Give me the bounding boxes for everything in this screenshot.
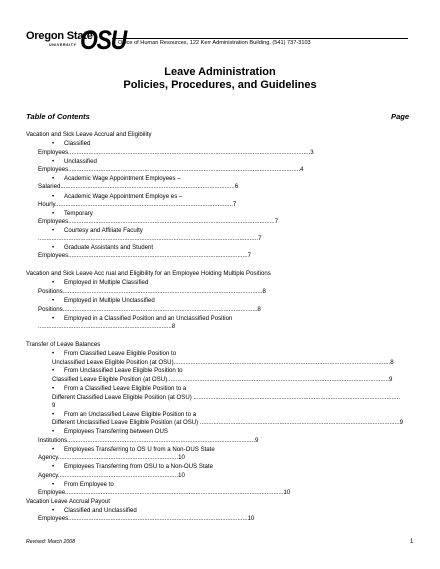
toc-entry-page: ..................................................................................................................................7 — [38, 235, 262, 242]
logo-university: UNIVERSITY — [49, 43, 77, 47]
toc-entry: • Employed in Multiple Unclassified — [64, 297, 155, 304]
toc-entry-page: 9 — [52, 402, 56, 409]
toc-entry-page: Employees..........................................................................................................10 — [38, 515, 255, 522]
toc-entry: • Academic Wage Appointment Employees – — [64, 175, 181, 182]
header-address: Office of Human Resources, 122 Kerr Administration Building, (541) 737-3103 — [118, 40, 311, 46]
revised-date: Revised: March 2008 — [26, 539, 76, 545]
toc-entry-page: ...............................................................................8 — [38, 323, 176, 330]
toc-entry-page: Agency.......................................................................10 — [38, 454, 185, 461]
toc-entry-page: Unclassified Leave Eligible Position (at OSU)................................................................................................................................8 — [52, 359, 394, 366]
toc-entry: • Employed in Multiple Classified — [64, 279, 148, 286]
toc-entry-page: Different Classified Leave Eligible Position (at OSU) .......................................................................................................................... — [52, 394, 401, 401]
toc-entry: • Classified — [64, 140, 90, 147]
toc-entry-page: Salaried.......................................................................................................6 — [38, 183, 239, 190]
logo-osu: OSU — [80, 25, 126, 55]
toc-entry-page: Hourly.........................................................................................................7 — [38, 201, 237, 208]
toc-entry: • Employees Transferring from OSU to a Non-OUS State — [64, 463, 213, 470]
toc-section: Vacation and Sick Leave Accrual and Eligibility — [26, 131, 152, 138]
document-title-line1: Leave Administration — [164, 66, 276, 78]
toc-entry: • Employed in a Classified Position and an Unclassified Position — [64, 315, 232, 322]
toc-entry: • Classified and Unclassified — [64, 507, 137, 514]
header-rule — [112, 38, 408, 39]
toc-entry-page: Positions...................................................................................................................8 — [38, 306, 261, 313]
toc-entry-page: Institutions...............................................................................................................9 — [38, 437, 259, 444]
toc-entry: • Graduate Assistants and Student — [64, 244, 153, 251]
toc-entry-page: Agency.......................................................................10 — [38, 472, 185, 479]
toc-entry-page: Employees...............................................................................................................................................3 — [38, 149, 314, 156]
toc-entry: • Courtesy and Affiliate Faculty — [64, 227, 143, 234]
toc-entry: • From Classified Leave Eligible Position to — [64, 350, 176, 357]
toc-entry: • Unclassified — [64, 158, 97, 165]
document-title-line2: Policies, Procedures, and Guidelines — [123, 79, 317, 91]
toc-section: Transfer of Leave Balances — [26, 341, 101, 348]
toc-section: Vacation Leave Accrual Payout — [26, 498, 110, 505]
toc-heading: Table of Contents — [26, 112, 90, 121]
toc-entry: • Employees Transferring between OUS — [64, 428, 168, 435]
toc-entry-page: Employee.................................................................................................................................10 — [38, 489, 291, 496]
page-heading: Page — [391, 112, 410, 121]
toc-section: Vacation and Sick Leave Acc rual and Eligibility for an Employee Holding Multiple Positions — [26, 270, 271, 277]
toc-entry-page: Positions......................................................................................................................8 — [38, 288, 266, 295]
toc-entry-page: Different Unclassified Leave Eligible Position (at OSU) ......................................................................................................................9 — [52, 419, 404, 426]
toc-entry-page: Employees..........................................................................................................................7 — [38, 218, 279, 225]
toc-entry: • Temporary — [64, 210, 93, 217]
toc-entry: • Academic Wage Appointment Employe es – — [64, 193, 182, 200]
toc-entry: • From a Classified Leave Eligible Position to a — [64, 385, 186, 392]
toc-entry: • Employees Transferring to OS U from a Non-OUS State — [64, 446, 215, 453]
page-number: 1 — [410, 539, 414, 545]
toc-entry: • From Employee to — [64, 481, 114, 488]
toc-entry: • From Unclassified Leave Eligible Position to — [64, 367, 183, 374]
toc-entry-page: Classified Leave Eligible Position (at OSU)...................................................................................................................................9 — [52, 376, 393, 383]
toc-entry-page: Employees..........................................................................................................7 — [38, 252, 251, 259]
logo-oregon-state: Oregon State — [26, 30, 93, 42]
toc-entry: • From an Unclassified Leave Eligible Position to a — [64, 411, 196, 418]
toc-entry-page: Employees.........................................................................................................................................4 — [38, 166, 304, 173]
